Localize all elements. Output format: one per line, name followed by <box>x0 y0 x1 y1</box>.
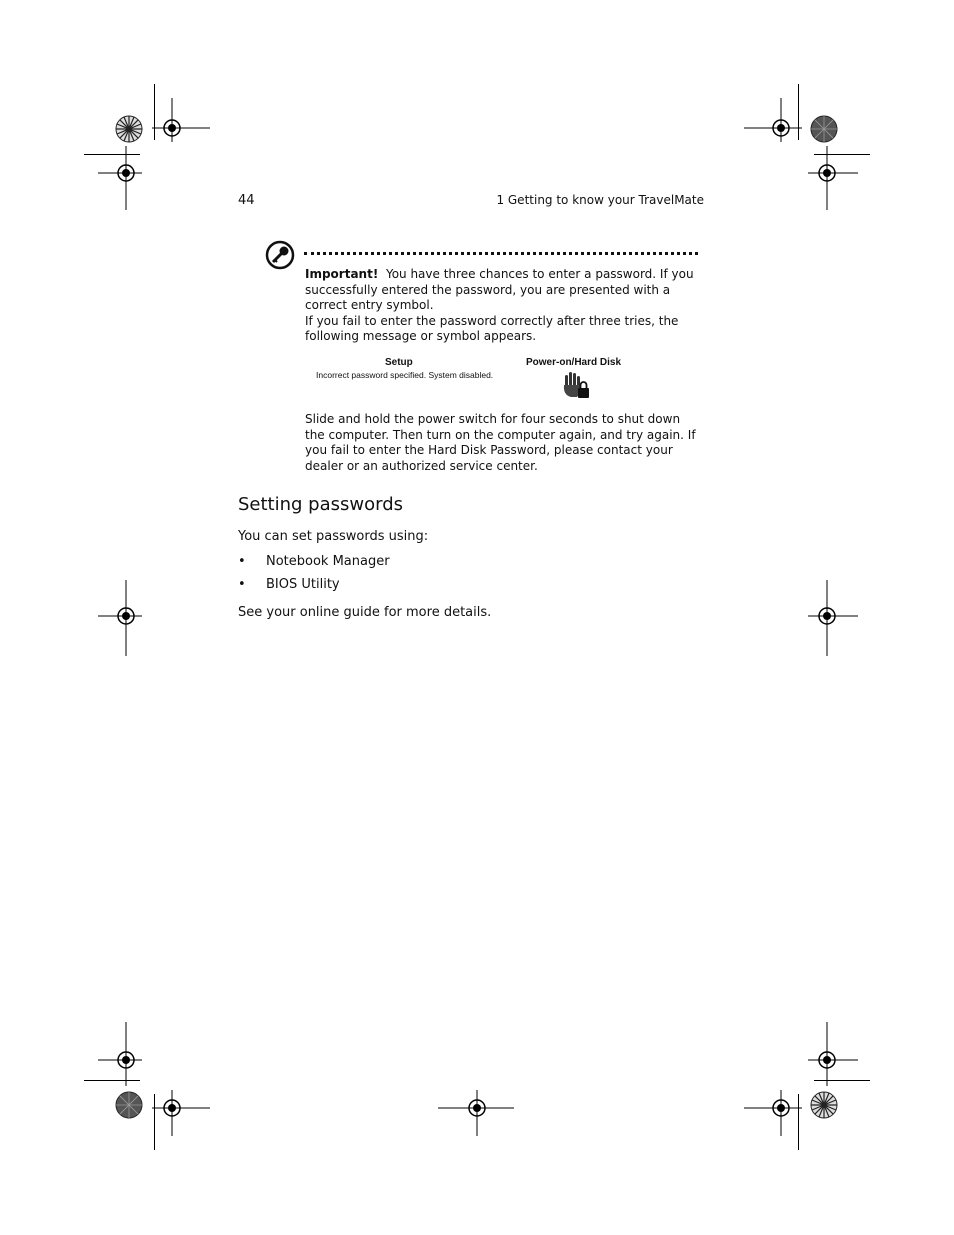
list-item-text: BIOS Utility <box>266 577 340 592</box>
registration-mark-icon <box>744 1090 802 1136</box>
running-head: 1 Getting to know your TravelMate <box>496 193 704 207</box>
starburst-target-icon <box>115 1091 143 1119</box>
poweron-title: Power-on/Hard Disk <box>526 357 622 368</box>
bullet-marker: • <box>238 554 246 569</box>
registration-mark-icon <box>744 98 802 142</box>
starburst-target-icon <box>810 1091 838 1119</box>
registration-mark-icon <box>808 1022 858 1086</box>
starburst-target-icon <box>115 115 143 143</box>
registration-mark-icon <box>152 98 210 142</box>
list-item <box>238 554 390 577</box>
list-item <box>238 577 390 600</box>
page-number: 44 <box>238 193 255 208</box>
note-text-2: If you fail to enter the password correctly after three tries, the following message or symbol appears. <box>305 313 679 344</box>
starburst-target-icon <box>810 115 838 143</box>
registration-mark-icon <box>152 1090 210 1136</box>
registration-mark-icon <box>438 1090 514 1136</box>
registration-mark-icon <box>98 580 142 656</box>
section-intro: You can set passwords using: <box>238 529 429 544</box>
setup-title: Setup <box>385 357 413 368</box>
section-heading: Setting passwords <box>238 494 404 515</box>
important-note <box>305 267 700 345</box>
note-text-3: Slide and hold the power switch for four seconds to shut down the computer. Then turn on the computer again, and try again. If you fail to enter the Hard Disk Password, please contact your dealer or an authorized service center. <box>305 412 696 473</box>
registration-mark-icon <box>808 580 858 656</box>
hand-lock-icon <box>561 371 591 399</box>
important-key-icon <box>265 240 295 270</box>
section-outro: See your online guide for more details. <box>238 605 492 620</box>
bullet-marker: • <box>238 577 246 592</box>
list-item-text: Notebook Manager <box>266 554 390 569</box>
important-label: Important! <box>305 267 379 281</box>
note-divider <box>304 252 698 255</box>
setup-message: Incorrect password specified. System disabled. <box>316 370 494 380</box>
note-text-1: You have three chances to enter a password. If you successfully entered the password, you are presented with a correct entry symbol. <box>305 267 694 313</box>
registration-mark-icon <box>98 146 142 210</box>
registration-mark-icon <box>808 146 858 210</box>
registration-mark-icon <box>98 1022 142 1086</box>
bullet-list <box>238 554 390 600</box>
